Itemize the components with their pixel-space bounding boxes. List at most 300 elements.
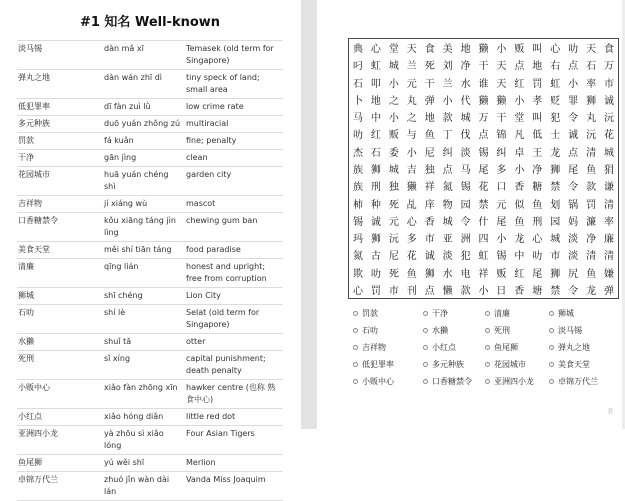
grid-cell: 尾 [496, 216, 507, 228]
vocab-term-cell: 美食天堂 [17, 242, 103, 259]
vocab-pinyin-cell: kǒu xiāng táng jìn lìng [103, 213, 185, 242]
grid-cell: 多 [496, 164, 507, 176]
grid-cell: 吉 [406, 164, 417, 176]
grid-cell: 贩 [388, 130, 399, 142]
grid-cell: 石 [370, 147, 381, 159]
grid-cell: 什 [478, 216, 489, 228]
vocab-meaning-cell: tiny speck of land; small area [185, 70, 283, 99]
grid-cell: 古 [370, 251, 381, 263]
grid-cell: 天 [496, 78, 507, 90]
vocab-term-cell: 卓锦万代兰 [17, 472, 103, 501]
grid-cell: 沅 [388, 234, 399, 246]
circle-bullet-icon [423, 345, 428, 350]
grid-cell: 狮 [370, 164, 381, 176]
grid-cell: 石 [586, 61, 597, 73]
grid-cell: 堂 [514, 113, 525, 125]
grid-cell: 独 [424, 164, 435, 176]
vocab-pinyin-cell: sǐ xíng [103, 351, 185, 380]
grid-cell: 香 [424, 216, 435, 228]
grid-cell: 龙 [586, 285, 597, 297]
grid-cell: 诚 [370, 216, 381, 228]
vocab-term-cell: 石叻 [17, 305, 103, 334]
grid-cell: 水 [442, 268, 453, 280]
grid-cell: 鱼 [424, 130, 435, 142]
word-list-label: 口香糖禁令 [432, 377, 472, 386]
grid-cell: 尼 [388, 251, 399, 263]
grid-cell: 与 [406, 130, 417, 142]
grid-cell: 锅 [568, 199, 579, 211]
grid-cell: 小 [406, 147, 417, 159]
word-list-item [549, 359, 615, 370]
grid-cell: 族 [352, 182, 363, 194]
grid-cell: 尻 [568, 268, 579, 280]
grid-cell: 城 [442, 216, 453, 228]
grid-cell: 马 [460, 164, 471, 176]
grid-cell: 划 [550, 199, 561, 211]
grid-cell: 天 [586, 44, 597, 56]
word-list-label: 吉祥物 [362, 343, 386, 352]
vocab-meaning-cell: multiracial [185, 116, 283, 133]
grid-cell: 点 [442, 164, 453, 176]
grid-cell: 令 [568, 182, 579, 194]
vocab-term-cell: 小贩中心 [17, 380, 103, 409]
grid-cell: 贬 [550, 95, 561, 107]
grid-cell: 狮 [550, 268, 561, 280]
grid-cell: 刘 [442, 61, 453, 73]
grid-cell: 食 [424, 44, 435, 56]
grid-cell: 花 [604, 130, 615, 142]
grid-cell: 凡 [514, 130, 525, 142]
word-list-item [353, 325, 423, 336]
vocab-meaning-cell: otter [185, 334, 283, 351]
grid-cell: 点 [424, 285, 435, 297]
grid-cell: 令 [568, 285, 579, 297]
vocab-meaning-cell: Merlion [185, 455, 283, 472]
grid-cell: 氮 [352, 251, 363, 263]
grid-cell: 谁 [478, 78, 489, 90]
vocab-meaning-cell: little red dot [185, 409, 283, 426]
grid-cell: 杰 [352, 147, 363, 159]
word-list-label: 美食天堂 [558, 360, 590, 369]
circle-bullet-icon [423, 311, 428, 316]
grid-cell: 虹 [550, 78, 561, 90]
grid-cell: 罪 [568, 95, 579, 107]
grid-cell: 马 [352, 113, 363, 125]
grid-cell: 小 [442, 95, 453, 107]
grid-cell: 令 [460, 216, 471, 228]
word-list-label: 亚洲四小龙 [494, 377, 534, 386]
vocab-pinyin-cell: qīng lián [103, 259, 185, 288]
grid-cell: 柿 [352, 199, 363, 211]
vocab-term-cell: 狮城 [17, 288, 103, 305]
vocab-pinyin-cell: duō yuán zhǒng zú [103, 116, 185, 133]
grid-cell: 堂 [388, 44, 399, 56]
grid-cell: 香 [514, 182, 525, 194]
grid-cell: 丸 [406, 95, 417, 107]
grid-cell: 花 [406, 251, 417, 263]
word-list-item [353, 342, 423, 353]
grid-cell: 地 [370, 95, 381, 107]
grid-cell: 狮 [424, 268, 435, 280]
grid-cell: 心 [406, 216, 417, 228]
grid-cell: 沅 [604, 113, 615, 125]
grid-cell: 天 [406, 44, 417, 56]
grid-cell: 清 [586, 251, 597, 263]
grid-cell: 清 [604, 199, 615, 211]
circle-bullet-icon [353, 311, 358, 316]
grid-cell: 丁 [442, 130, 453, 142]
grid-cell: 日 [496, 285, 507, 297]
word-list-item [423, 376, 485, 387]
word-list-item [423, 342, 485, 353]
grid-cell: 干 [478, 61, 489, 73]
circle-bullet-icon [485, 311, 490, 316]
grid-cell: 祥 [424, 182, 435, 194]
word-list-item [485, 359, 549, 370]
grid-cell: 诚 [604, 95, 615, 107]
grid-cell: 氮 [442, 182, 453, 194]
grid-cell: 龙 [514, 234, 525, 246]
circle-bullet-icon [485, 328, 490, 333]
word-list-label: 小红点 [432, 343, 456, 352]
word-search-grid [348, 38, 619, 299]
grid-cell: 诚 [568, 130, 579, 142]
grid-cell: 万 [604, 61, 615, 73]
word-list-label: 小贩中心 [362, 377, 394, 386]
word-list-item [549, 325, 615, 336]
word-list-label: 清廉 [494, 309, 510, 318]
grid-cell: 贩 [514, 44, 525, 56]
grid-cell: 市 [424, 234, 435, 246]
grid-cell: 城 [604, 147, 615, 159]
grid-cell: 红 [370, 130, 381, 142]
vocab-row [17, 213, 283, 242]
vocab-pinyin-cell: shuǐ tǎ [103, 334, 185, 351]
vocab-pinyin-cell: fá kuǎn [103, 133, 185, 150]
grid-cell: 城 [388, 164, 399, 176]
grid-cell: 代 [460, 95, 471, 107]
circle-bullet-icon [485, 362, 490, 367]
grid-cell: 沅 [586, 130, 597, 142]
grid-cell: 清 [604, 251, 615, 263]
grid-cell: 地 [460, 44, 471, 56]
grid-cell: 锡 [478, 147, 489, 159]
grid-cell: 王 [532, 147, 543, 159]
vocab-row [17, 41, 283, 70]
grid-cell: 小 [388, 78, 399, 90]
vocab-term-cell: 亚洲四小龙 [17, 426, 103, 455]
grid-cell: 锡 [460, 182, 471, 194]
grid-cell: 地 [532, 61, 543, 73]
circle-bullet-icon [549, 328, 554, 333]
vocab-term-cell: 低犯罪率 [17, 99, 103, 116]
vocab-row [17, 305, 283, 334]
grid-cell: 獭 [406, 182, 417, 194]
grid-cell: 玛 [352, 234, 363, 246]
grid-cell: 嫌 [604, 268, 615, 280]
vocab-pinyin-cell: xiǎo hóng diǎn [103, 409, 185, 426]
vocab-row [17, 259, 283, 288]
grid-cell: 狮 [550, 164, 561, 176]
word-list-item [423, 308, 485, 319]
grid-cell: 塘 [532, 285, 543, 297]
grid-cell: 廉 [604, 234, 615, 246]
grid-cell: 谦 [604, 182, 615, 194]
grid-cell: 锦 [496, 130, 507, 142]
grid-cell: 干 [496, 113, 507, 125]
grid-cell: 点 [568, 61, 579, 73]
vocab-row [17, 351, 283, 380]
circle-bullet-icon [353, 345, 358, 350]
grid-cell: 点 [514, 61, 525, 73]
vocab-meaning-cell: hawker centre (也称 熟食中心) [185, 380, 283, 409]
vocab-meaning-cell: clean [185, 150, 283, 167]
grid-cell: 心 [370, 44, 381, 56]
word-list-label: 水獭 [432, 326, 448, 335]
grid-cell: 红 [514, 78, 525, 90]
grid-cell: 伐 [460, 130, 471, 142]
vocab-pinyin-cell: dàn mǎ xī [103, 41, 185, 70]
grid-cell: 叻 [370, 268, 381, 280]
circle-bullet-icon [485, 379, 490, 384]
grid-cell: 狮 [370, 234, 381, 246]
circle-bullet-icon [549, 362, 554, 367]
vocab-term-cell: 死刑 [17, 351, 103, 380]
vocab-row [17, 242, 283, 259]
word-list-item [423, 359, 485, 370]
grid-cell: 市 [388, 285, 399, 297]
grid-cell: 弹 [424, 95, 435, 107]
grid-cell: 叩 [370, 78, 381, 90]
grid-cell: 多 [406, 234, 417, 246]
vocab-term-cell: 清廉 [17, 259, 103, 288]
grid-cell: 点 [568, 147, 579, 159]
circle-bullet-icon [353, 362, 358, 367]
grid-cell: 净 [586, 234, 597, 246]
grid-cell: 鱼 [532, 199, 543, 211]
vocab-term-cell: 口香糖禁令 [17, 213, 103, 242]
grid-cell: 淡 [442, 251, 453, 263]
word-list-label: 淡马锡 [558, 326, 582, 335]
word-list-item [485, 308, 549, 319]
grid-cell: 元 [388, 216, 399, 228]
grid-cell: 小 [496, 44, 507, 56]
grid-cell: 净 [532, 164, 543, 176]
grid-cell: 诚 [424, 251, 435, 263]
grid-cell: 款 [442, 113, 453, 125]
grid-cell: 口 [496, 182, 507, 194]
vocab-pinyin-cell: zhuó jǐn wàn dài lán [103, 472, 185, 501]
grid-cell: 水 [460, 78, 471, 90]
grid-cell: 兰 [406, 61, 417, 73]
word-list-item [549, 342, 615, 353]
grid-cell: 卜 [352, 95, 363, 107]
grid-cell: 虹 [370, 61, 381, 73]
grid-cell: 小 [388, 113, 399, 125]
grid-cell: 低 [532, 130, 543, 142]
vocab-meaning-cell: garden city [185, 167, 283, 196]
grid-cell: 亚 [442, 234, 453, 246]
vocab-term-cell: 花园城市 [17, 167, 103, 196]
grid-cell: 园 [550, 216, 561, 228]
grid-cell: 纠 [496, 147, 507, 159]
grid-cell: 花 [478, 182, 489, 194]
vocab-meaning-cell: Vanda Miss Joaquim [185, 472, 283, 501]
vocab-meaning-cell: Four Asian Tigers [185, 426, 283, 455]
grid-cell: 清 [586, 147, 597, 159]
circle-bullet-icon [549, 311, 554, 316]
word-list-label: 狮城 [558, 309, 574, 318]
grid-cell: 鱼 [586, 164, 597, 176]
word-list [353, 305, 615, 390]
grid-cell: 之 [388, 95, 399, 107]
vocab-pinyin-cell: xiǎo fàn zhōng xīn [103, 380, 185, 409]
grid-cell: 小 [514, 95, 525, 107]
word-list-item [353, 308, 423, 319]
grid-cell: 市 [550, 251, 561, 263]
grid-cell: 死 [388, 199, 399, 211]
vocab-pinyin-cell: yú wěi shī [103, 455, 185, 472]
word-list-label: 花园城市 [494, 360, 526, 369]
grid-cell: 乩 [406, 199, 417, 211]
vocab-meaning-cell: fine; penalty [185, 133, 283, 150]
word-list-item [549, 308, 615, 319]
grid-cell: 罚 [370, 285, 381, 297]
vocab-term-cell: 罚款 [17, 133, 103, 150]
grid-cell: 叻 [532, 251, 543, 263]
grid-cell: 尼 [424, 147, 435, 159]
grid-cell: 兰 [442, 78, 453, 90]
grid-cell: 城 [388, 61, 399, 73]
grid-cell: 犯 [550, 113, 561, 125]
vocab-row [17, 288, 283, 305]
vocab-row [17, 167, 283, 196]
grid-cell: 美 [442, 44, 453, 56]
grid-cell: 石 [352, 78, 363, 90]
vocab-pinyin-cell: dī fàn zuì lǜ [103, 99, 185, 116]
grid-cell: 叻 [568, 44, 579, 56]
grid-cell: 纠 [442, 147, 453, 159]
page-left [0, 0, 301, 496]
vocab-meaning-cell: Temasek (old term for Singapore) [185, 41, 283, 70]
vocab-pinyin-cell: shī chéng [103, 288, 185, 305]
vocab-pinyin-cell: yà zhōu sì xiǎo lóng [103, 426, 185, 455]
grid-cell: 淡 [568, 251, 579, 263]
word-list-label: 低犯罪率 [362, 360, 394, 369]
word-list-label: 鱼尾狮 [494, 343, 518, 352]
vocab-row [17, 472, 283, 501]
grid-cell: 元 [496, 199, 507, 211]
grid-cell: 死 [388, 268, 399, 280]
grid-cell: 淡 [568, 234, 579, 246]
grid-cell: 率 [604, 216, 615, 228]
grid-cell: 委 [388, 147, 399, 159]
grid-cell: 淡 [460, 147, 471, 159]
grid-cell: 典 [352, 44, 363, 56]
grid-cell: 城 [460, 113, 471, 125]
grid-cell: 獭 [478, 95, 489, 107]
vocab-row [17, 334, 283, 351]
vocab-row [17, 150, 283, 167]
vocab-pinyin-cell: gān jìng [103, 150, 185, 167]
grid-cell: 元 [406, 78, 417, 90]
vocab-meaning-cell: food paradise [185, 242, 283, 259]
grid-cell: 独 [388, 182, 399, 194]
grid-cell: 士 [550, 130, 561, 142]
vocab-meaning-cell: Selat (old term for Singapore) [185, 305, 283, 334]
grid-cell: 之 [406, 113, 417, 125]
vocab-pinyin-cell: dàn wán zhī dì [103, 70, 185, 99]
vocab-row [17, 409, 283, 426]
grid-cell: 犯 [460, 251, 471, 263]
grid-cell: 祥 [478, 268, 489, 280]
grid-cell: 叻 [352, 130, 363, 142]
grid-cell: 鱼 [406, 268, 417, 280]
grid-cell: 小 [568, 78, 579, 90]
grid-cell: 欺 [352, 268, 363, 280]
circle-bullet-icon [353, 379, 358, 384]
vocab-meaning-cell: low crime rate [185, 99, 283, 116]
circle-bullet-icon [549, 379, 554, 384]
grid-cell: 中 [514, 251, 525, 263]
grid-cell: 狷 [604, 164, 615, 176]
grid-cell: 款 [586, 182, 597, 194]
vocab-term-cell: 多元种族 [17, 116, 103, 133]
grid-cell: 尾 [568, 164, 579, 176]
grid-cell: 妈 [568, 216, 579, 228]
grid-cell: 令 [568, 113, 579, 125]
word-list-label: 多元种族 [432, 360, 464, 369]
page-title: #1 知名 Well-known [79, 15, 221, 30]
vocab-pinyin-cell: jí xiáng wù [103, 196, 185, 213]
grid-cell: 尾 [532, 268, 543, 280]
word-list-item [485, 376, 549, 387]
page-right [317, 0, 625, 429]
word-list-item [485, 342, 549, 353]
grid-cell: 小 [478, 285, 489, 297]
grid-cell: 卓 [514, 147, 525, 159]
vocab-term-cell: 弹丸之地 [17, 70, 103, 99]
vocab-row [17, 426, 283, 455]
grid-cell: 洲 [460, 234, 471, 246]
grid-cell: 死 [424, 61, 435, 73]
vocab-meaning-cell: capital punishment; death penalty [185, 351, 283, 380]
grid-cell: 种 [370, 199, 381, 211]
grid-cell: 龙 [550, 147, 561, 159]
grid-cell: 心 [550, 44, 561, 56]
vocab-term-cell: 干净 [17, 150, 103, 167]
grid-cell: 罚 [586, 199, 597, 211]
grid-cell: 禁 [550, 285, 561, 297]
vocab-meaning-cell: honest and upright; free from corruption [185, 259, 283, 288]
word-list-item [353, 376, 423, 387]
grid-cell: 獭 [478, 44, 489, 56]
grid-cell: 獭 [496, 95, 507, 107]
grid-cell: 叼 [352, 61, 363, 73]
grid-cell: 懒 [442, 285, 453, 297]
word-list-label: 罚款 [362, 309, 378, 318]
grid-cell: 物 [442, 199, 453, 211]
grid-cell: 禁 [550, 182, 561, 194]
grid-cell: 弹 [604, 285, 615, 297]
page-divider [301, 0, 317, 429]
word-list-label: 死刑 [494, 326, 510, 335]
grid-cell: 点 [478, 130, 489, 142]
grid-cell: 庠 [424, 199, 435, 211]
grid-cell: 濂 [586, 216, 597, 228]
grid-cell: 鱼 [514, 216, 525, 228]
grid-cell: 心 [532, 234, 543, 246]
